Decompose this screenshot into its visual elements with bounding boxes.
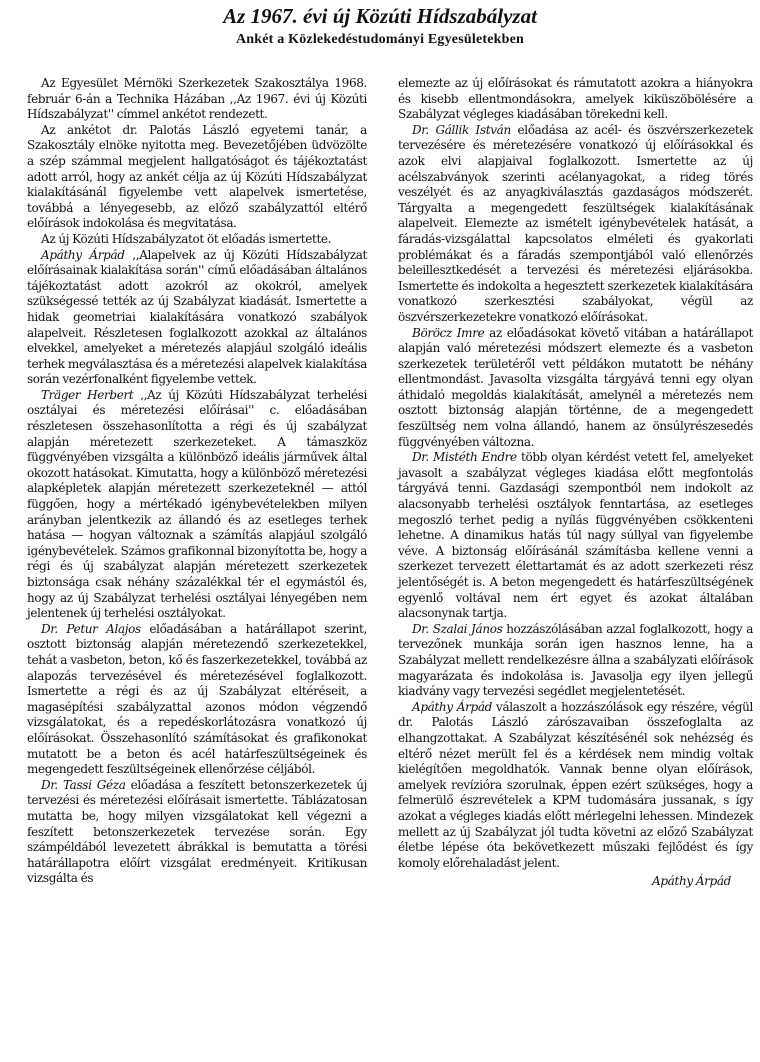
paragraph-text: Az új Közúti Hídszabályzatot öt előadás ismertette. [41, 231, 332, 246]
paragraph-text: Az ankétot dr. Palotás László egyetemi tanár, a Szakosztály elnöke nyitotta meg. Bevezetőjében üdvözölte a szép számmal megjelent hallgatóságot és tájékoztatást adott arról, hogy az ankét célja az új Közúti Hídszabályzat kialakításánál figyelembe vett alapelvek ismertetése, továbbá a lényegesebb, az előző szabályzattól eltérő előírások indokolása és megvitatása. [27, 122, 367, 231]
paragraph-text: előadásában a határállapot szerint, osztott biztonság alapján méretezendő szerkezetekkel, tehát a vasbeton, beton, kő és faszerkezetekkel, továbbá az alapozás tervezésével és méretezésével foglalkozott. Ismertette a régi és az új Szabályzat eltéréseit, a magasépítési szabályzattal azonos módon végzendő vizsgálatokat, és a repedéskorlátozásra vonatkozó új előírásokat. Összehasonlító számításokat és grafikonokat mutatott be a beton és acél határfeszültségeinek és megengedett feszültségeinek ellenőrzése céljából. [27, 621, 367, 777]
speaker-name: Apáthy Árpád [41, 247, 125, 262]
author-signature: Apáthy Árpád [652, 874, 731, 889]
paragraph-text: az előadásokat követő vitában a határállapot alapján való méretezési módszert elemezte és a vasbeton szerkezetek területéről vett példákon mutatott be néhány ellentmondást. Javasolta vizsgálta tárgyává tenni egy olyan áthidaló megoldás kialakítását, amelynél a méretezés nem osztott biztonság alapján történne, de a megengedett feszültség nem volna állandó, hanem az önsúlyrészesedés függvényében változna. [398, 325, 753, 449]
left-column [27, 76, 367, 887]
paragraph [398, 76, 753, 123]
right-column [398, 76, 753, 890]
speaker-name: Träger Herbert [41, 387, 134, 402]
paragraph [398, 326, 753, 451]
article-title: Az 1967. évi új Közúti Hídszabályzat [223, 4, 537, 28]
paragraph [27, 388, 367, 622]
paragraph-text: előadása az acél- és öszvérszerkezetek tervezésére és méretezésére vonatkozó új előírásokkal és azok elvi alapjaival foglalkozott. Ismertette az új acélszabványok szerinti acélanyagokat, a rideg törés veszélyét és az anyagkiválasztás gazdaságos módszerét. Tárgyalta a megengedett feszültségek kialakításának alapelveit. Elemezte az ismételt igénybevételek hatását, a fáradás-vizsgálattal kapcsolatos elméleti és gyakorlati problémákat és a fáradás szempontjából való ellenőrzés beleillesztkedését a tervezési és méretezési eljárásokba. Ismertette és indokolta a hegesztett szerkezetek kialakítására vonatkozó szerkesztési szabályokat, végül az öszvérszerkezetekre vonatkozó előírásokat. [398, 122, 753, 324]
paragraph [398, 700, 753, 872]
paragraph [398, 450, 753, 622]
paragraph-text: válaszolt a hozzászólások egy részére, végül dr. Palotás László zárószavaiban összefoglalta az elhangzottakat. A Szabályzat készítésénél sok nehézség és eltérő nézet merült fel és a kérdések nem mindig voltak kielégítően megoldhatók. Vannak benne olyan előírások, amelyek revízióra szorulnak, éppen ezért szükséges, hogy a felmerülő észrevételek a KPM tudomására jussanak, s így azokat a végleges kiadás előtt mérlegelni lehessen. Mindezek mellett az új Szabályzat jól tudta követni az előző Szabályzat életbe lépése óta bekövetkezett műszaki fejlődést és így komoly előrehaladást jelent. [398, 699, 753, 870]
paragraph-text: több olyan kérdést vetett fel, amelyeket javasolt a szabályzat végleges kiadása előtt megfontolás tárgyává tenni. Gazdasági szempontból nem indokolt az alacsonyabb terhelési osztályok fenntartása, az esetleges megoszló terhet pedig a nyílás függvényében csökkenteni lehetne. A dinamikus hatás túl nagy súllyal van figyelembe véve. A biztonság előírásánál számításba kellene venni a szerkezet tervezett élettartamát és az adott szerkezeti rész jelentőségét is. A beton megengedett és határfeszültségének egyenlő voltával nem ért egyet és azokat általában alacsonynak tartja. [398, 450, 754, 621]
speaker-name: Dr. Szalai János [412, 621, 503, 636]
article-subtitle: Ankét a Közlekedéstudományi Egyesületekben [235, 32, 525, 47]
article-body [0, 76, 760, 1062]
paragraph-text: ,,Alapelvek az új Közúti Hídszabályzat előírásainak kialakítása során'' című előadásában általános tájékoztatást adott azokról az okokról, amelyek szükségessé tették az új Szabályzat kiadását. Ismertette a hidak geometriai kialakítására vonatkozó szabályok alapelveit. Részletesen foglalkozott azokkal az általános elvekkel, amelyeket a méretezés alapjául szolgáló ideális terhek megválasztása és a méretezési alapelvek kialakítása során vezérfonalként figyelembe vettek. [27, 247, 368, 387]
paragraph [27, 232, 367, 248]
speaker-name: Apáthy Árpád [412, 699, 492, 714]
paragraph-text: elemezte az új előírásokat és rámutatott azokra a hiányokra és kisebb ellentmondásokra, amelyek kiküszöbölésére a Szabályzat végleges kiadásában törekedni kell. [398, 76, 753, 122]
speaker-name: Dr. Mistéth Endre [412, 450, 517, 465]
paragraph-text: előadása a feszített betonszerkezetek új tervezési és méretezési előírásait ismertette. Táblázatosan mutatta be, hogy milyen vizsgálatokat kell végezni a feszített betonszerkezetek tervezése során. Egy számpéldából levezetett ábrákkal is bemutatta a törési határállapotra előírt vizsgálat eredményeit. Kritikusan vizsgálta és [27, 777, 368, 886]
speaker-name: Dr. Gállik István [412, 122, 511, 137]
paragraph [27, 622, 367, 778]
paragraph [27, 248, 367, 388]
paragraph-text: Az Egyesület Mérnöki Szerkezetek Szakosztálya 1968. február 6-án a Technika Házában ,,Az 1967. évi új Közúti Hídszabályzat'' címmel ankétot rendezett. [27, 76, 367, 122]
paragraph [398, 123, 753, 326]
paragraph [27, 76, 367, 123]
paragraph [27, 778, 367, 887]
paragraph [398, 622, 753, 700]
paragraph-text: hozzászólásában azzal foglalkozott, hogy a tervezőnek munkája során igen hasznos lenne, ha a Szabályzat mellett rendelkezésre állna a szabályzati előírások magyarázata és indokolása is. Javasolja egy ilyen jellegű kiadvány vagy tervezési segédlet megjelentetését. [398, 621, 754, 699]
speaker-name: Dr. Petur Alajos [41, 621, 141, 636]
paragraph [27, 123, 367, 232]
paragraph-text: ,,Az új Közúti Hídszabályzat terhelési osztályai és méretezési előírásai'' c. előadásában részletesen összehasonlította a régi és új szabályzat alapján méretezett szerkezeteket. A támaszköz függvényében vizsgálta a különböző ideális járművek által okozott hatásokat. Kimutatta, hogy a különböző méretezési alapképletek alapján méretezett szerkezeteknél — attól függően, hogy a mértékadó igénybevételekben milyen arányban jelentkezik az állandó és az esetleges terhek hatása — hogyan változnak a számítás alapjául szolgáló igénybevételek. Számos grafikonnal bizonyította be, hogy a régi és új szabályzat alapján méretezett szerkezetek biztonsága csak néhány százalékkal tér el egymástól és, hogy az új Szabályzat terhelési osztályai lényegében nem jelentenek új terhelési osztályokat. [27, 387, 367, 621]
speaker-name: Böröcz Imre [412, 325, 485, 340]
speaker-name: Dr. Tassi Géza [41, 777, 126, 792]
